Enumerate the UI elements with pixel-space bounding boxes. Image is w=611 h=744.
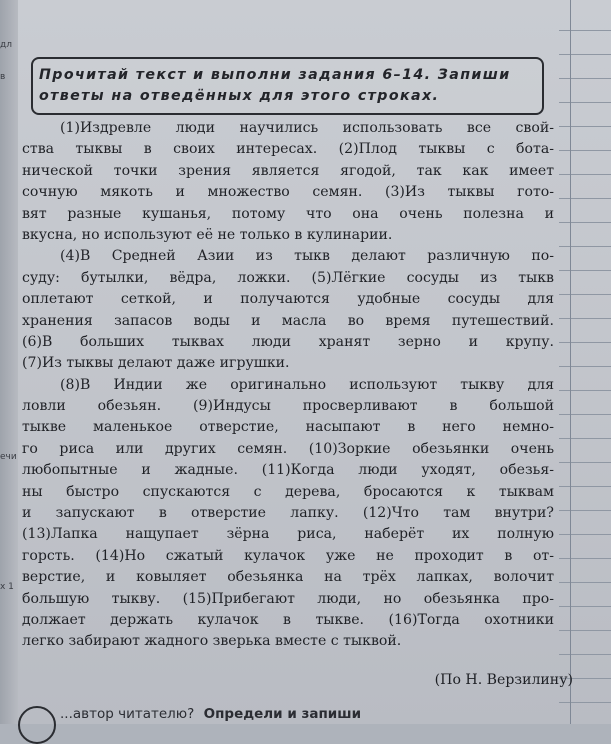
text-line: верстие, и ковыляет обезьянка на трёх лапках, волочит: [22, 569, 554, 586]
text-line: ловли обезьян. (9)Индусы просверливают в большой: [22, 398, 554, 415]
text-line: большую тыкву. (15)Прибегают люди, но обезьянка про-: [22, 590, 554, 607]
text-line: (6)В больших тыквах люди хранят зерно и крупу.: [22, 333, 554, 350]
gutter-fragment: дл: [0, 40, 12, 50]
text-line: оплетают сеткой, и получаются удобные сосуды для: [22, 291, 554, 308]
gutter-fragment: х 1: [0, 582, 14, 592]
text-line: тыкве маленькое отверстие, насыпают в него немно-: [22, 419, 554, 436]
task-number-circle: [18, 706, 56, 744]
text-line: и запускают в отверстие лапку. (12)Что там внутри?: [22, 505, 554, 522]
task-instruction: [39, 65, 538, 107]
text-line: нической точки зрения является ягодой, так как имеет: [22, 162, 554, 179]
task-instruction-box: [31, 57, 544, 115]
text-line: легко забирают жадного зверька вместе с тыквой.: [22, 633, 402, 650]
next-task-bold: Определи и запиши: [203, 706, 362, 722]
margin-divider: [570, 0, 571, 724]
text-line: хранения запасов воды и масла во время путешествий.: [22, 312, 554, 329]
text-line: любопытные и жадные. (11)Когда люди уходят, обезья-: [22, 462, 554, 479]
text-line: (1)Издревле люди научились использовать все свой-: [60, 120, 554, 136]
text-line: (7)Из тыквы делают даже игрушки.: [22, 355, 290, 372]
next-task-partial: [60, 706, 361, 722]
text-line: (4)В Средней Азии из тыкв делают различную по-: [60, 248, 554, 265]
text-line: сочную мякоть и множество семян. (3)Из тыквы гото-: [22, 184, 554, 201]
gutter-fragment: в: [0, 72, 6, 82]
text-line: суду: бутылки, вёдра, ложки. (5)Лёгкие сосуды из тыкв: [22, 269, 554, 286]
task-line: ответы на отведённых для этого строках.: [39, 88, 440, 104]
reading-text: [22, 118, 554, 653]
text-line: (13)Лапка нащупает зёрна риса, наберёт их полную: [22, 526, 554, 543]
next-task-text: ...автор читателю?: [60, 706, 195, 722]
text-line: ны быстро спускаются с дерева, бросаются к тыквам: [22, 483, 554, 500]
page-gutter: [0, 0, 18, 724]
text-line: ства тыквы в своих интересах. (2)Плод тыквы с бота-: [22, 141, 554, 158]
gutter-fragment: ечи: [0, 452, 17, 462]
text-line: (8)В Индии же оригинально используют тыкву для: [60, 376, 554, 393]
text-line: должает держать кулачок в тыкве. (16)Тогда охотники: [22, 611, 554, 628]
text-line: вкусна, но используют её не только в кулинарии.: [22, 226, 393, 243]
ruled-margin: [559, 0, 611, 724]
text-line: горсть. (14)Но сжатый кулачок уже не проходит в от-: [22, 547, 554, 564]
task-line: Прочитай текст и выполни задания 6–14. Запиши: [39, 67, 511, 83]
author-attribution: (По Н. Верзилину): [434, 672, 573, 688]
text-line: го риса или других семян. (10)Зоркие обезьянки очень: [22, 440, 554, 457]
text-line: вят разные кушанья, потому что она очень полезна и: [22, 205, 554, 222]
